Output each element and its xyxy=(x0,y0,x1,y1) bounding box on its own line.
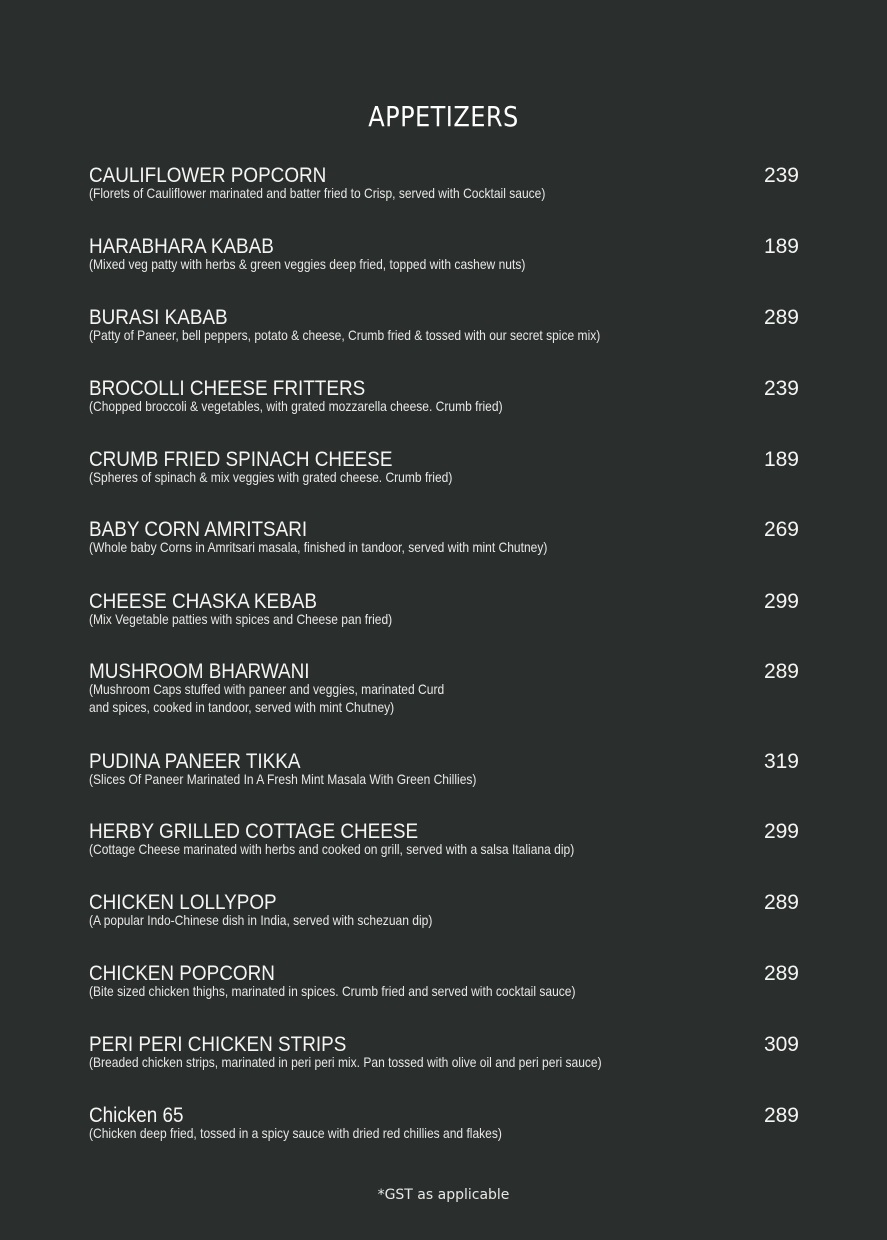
menu-item xyxy=(89,962,799,1000)
menu-item xyxy=(89,1104,799,1142)
menu-item-price: 189 xyxy=(763,235,799,258)
menu-item-name: MUSHROOM BHARWANI xyxy=(89,660,310,683)
menu-item-description: (Chopped broccoli & vegetables, with grated mozzarella cheese. Crumb fried) xyxy=(89,398,503,414)
menu-item xyxy=(89,306,799,344)
menu-item-description: (Patty of Paneer, bell peppers, potato & cheese, Crumb fried & tossed with our secret spice mix) xyxy=(89,327,601,343)
menu-item-price: 289 xyxy=(763,306,799,329)
menu-item xyxy=(89,891,799,929)
menu-item-price: 189 xyxy=(763,448,799,471)
menu-item-name: PERI PERI CHICKEN STRIPS xyxy=(89,1033,347,1056)
page-title: APPETIZERS xyxy=(368,100,519,133)
menu-item-price: 299 xyxy=(763,590,799,613)
menu-item-name: BABY CORN AMRITSARI xyxy=(89,518,308,541)
menu-item-description: (Mushroom Caps stuffed with paneer and veggies, marinated Curd xyxy=(89,681,445,697)
menu-item-description: (Whole baby Corns in Amritsari masala, finished in tandoor, served with mint Chutney) xyxy=(89,539,548,555)
menu-item-description: (Spheres of spinach & mix veggies with grated cheese. Crumb fried) xyxy=(89,469,453,485)
menu-item-name: PUDINA PANEER TIKKA xyxy=(89,750,301,773)
menu-item-name: HERBY GRILLED COTTAGE CHEESE xyxy=(89,820,419,843)
menu-item-description: (A popular Indo-Chinese dish in India, served with schezuan dip) xyxy=(89,912,433,928)
menu-item xyxy=(89,820,799,858)
menu-item-price: 239 xyxy=(763,377,799,400)
menu-item-price: 289 xyxy=(763,1104,799,1127)
menu-item-price: 239 xyxy=(763,164,799,187)
menu-item-price: 299 xyxy=(763,820,799,843)
menu-item-description: (Mix Vegetable patties with spices and Cheese pan fried) xyxy=(89,611,393,627)
menu-item-description: (Florets of Cauliflower marinated and batter fried to Crisp, served with Cocktail sauce) xyxy=(89,185,546,201)
menu-item-price: 289 xyxy=(763,660,799,683)
gst-note: *GST as applicable xyxy=(377,1187,510,1203)
menu-item-name: Chicken 65 xyxy=(89,1104,184,1127)
menu-item-name: CHEESE CHASKA KEBAB xyxy=(89,590,317,613)
menu-item xyxy=(89,377,799,415)
menu-item xyxy=(89,164,799,202)
menu-item-name: BROCOLLI CHEESE FRITTERS xyxy=(89,377,366,400)
menu-item-description: (Bite sized chicken thighs, marinated in spices. Crumb fried and served with cocktail sauce) xyxy=(89,983,576,999)
menu-item-description: (Cottage Cheese marinated with herbs and cooked on grill, served with a salsa Italiana dip) xyxy=(89,841,575,857)
menu-item-price: 309 xyxy=(763,1033,799,1056)
menu-item-description: (Slices Of Paneer Marinated In A Fresh Mint Masala With Green Chillies) xyxy=(89,771,477,787)
menu-item xyxy=(89,590,799,628)
menu-item-description: (Mixed veg patty with herbs & green veggies deep fried, topped with cashew nuts) xyxy=(89,256,526,272)
menu-item-description: (Breaded chicken strips, marinated in peri peri mix. Pan tossed with olive oil and peri peri sauce) xyxy=(89,1054,602,1070)
menu-item-price: 269 xyxy=(763,518,799,541)
menu-item xyxy=(89,518,799,556)
menu-item xyxy=(89,750,799,788)
menu-item-name: HARABHARA KABAB xyxy=(89,235,274,258)
menu-item-description: (Chicken deep fried, tossed in a spicy sauce with dried red chillies and flakes) xyxy=(89,1125,502,1141)
menu-item xyxy=(89,235,799,273)
menu-item-price: 319 xyxy=(763,750,799,773)
menu-item-name: CHICKEN POPCORN xyxy=(89,962,275,985)
menu-item-name: CHICKEN LOLLYPOP xyxy=(89,891,277,914)
menu-item-description-line2: and spices, cooked in tandoor, served with mint Chutney) xyxy=(89,699,395,715)
menu-item xyxy=(89,448,799,486)
menu-item-price: 289 xyxy=(763,962,799,985)
menu-item xyxy=(89,660,799,716)
menu-item-name: CRUMB FRIED SPINACH CHEESE xyxy=(89,448,393,471)
menu-item-price: 289 xyxy=(763,891,799,914)
menu-item-name: CAULIFLOWER POPCORN xyxy=(89,164,327,187)
menu-item xyxy=(89,1033,799,1071)
menu-item-name: BURASI KABAB xyxy=(89,306,228,329)
